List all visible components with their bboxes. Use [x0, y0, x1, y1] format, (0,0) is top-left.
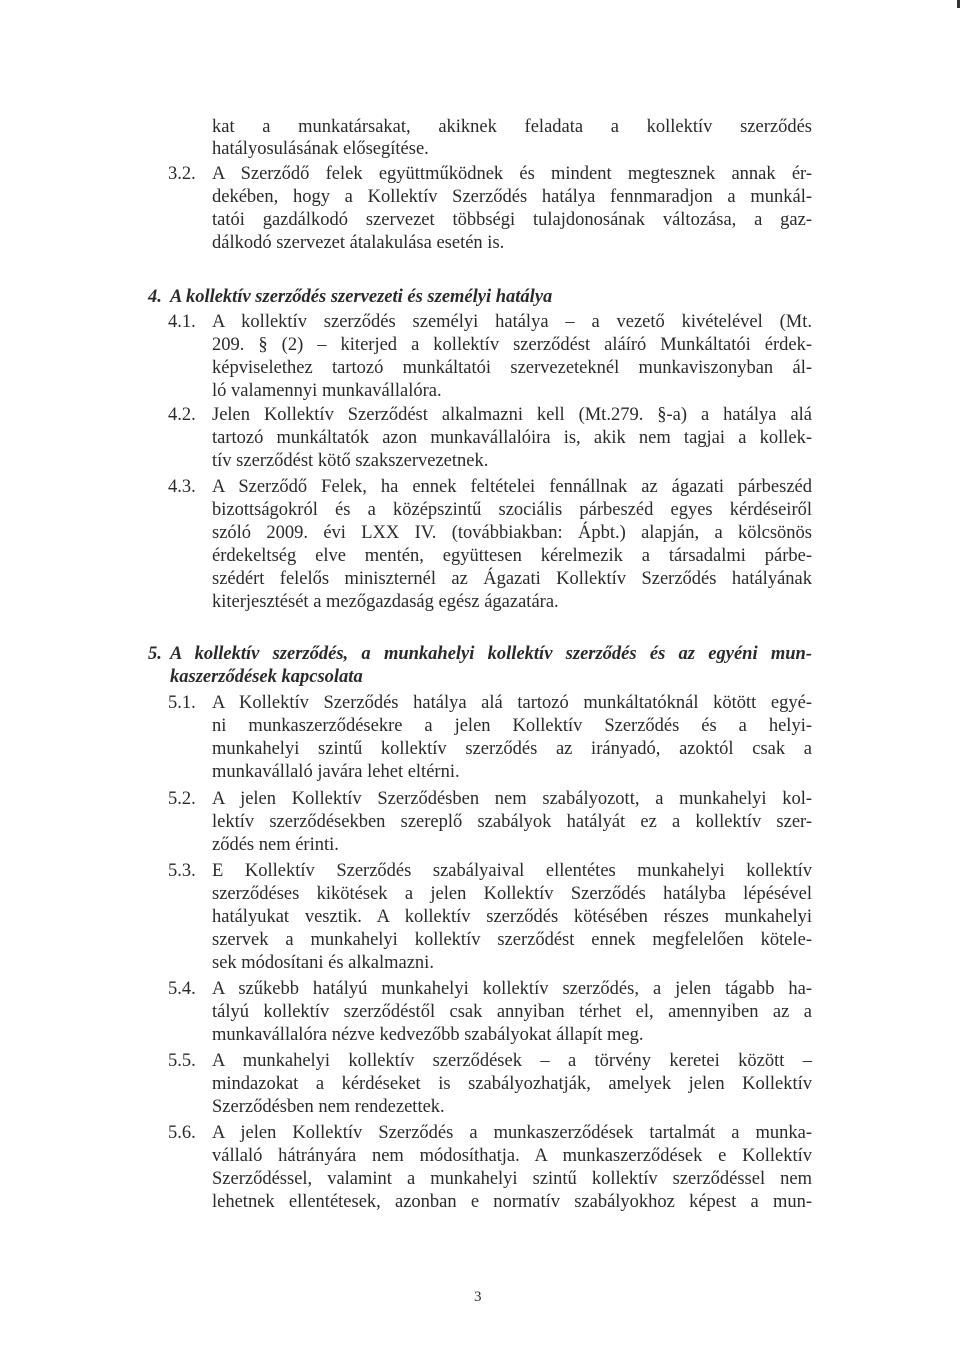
clause-5-3-line-3: hatályukat vesztik. A kollektív szerződés kötésében részes munkahelyi [212, 907, 812, 927]
clause-5-5-line-1: A munkahelyi kollektív szerződések – a törvény keretei között – [212, 1051, 812, 1071]
clause-5-3-number: 5.3. [168, 861, 196, 881]
clause-5-1-line-4: munkavállaló javára lehet eltérni. [212, 762, 460, 782]
clause-5-4-line-3: munkavállalóra nézve kedvezőbb szabályokat állapít meg. [212, 1025, 644, 1045]
clause-4-1-line-4: ló valamennyi munkavállalóra. [212, 381, 442, 401]
page-number: 3 [474, 1289, 482, 1305]
clause-5-4-line-2: tályú kollektív szerződéstől csak annyiban térhet el, amennyiben az a [212, 1002, 812, 1022]
clause-4-2-number: 4.2. [168, 405, 196, 425]
clause-5-2-number: 5.2. [168, 789, 196, 809]
clause-3-2-line-4: dálkodó szervezet átalakulása esetén is. [212, 233, 505, 253]
clause-5-4-number: 5.4. [168, 979, 196, 999]
clause-4-3-line-3: szóló 2009. évi LXX IV. (továbbiakban: Ápbt.) alapján, a kölcsönös [212, 523, 812, 543]
clause-4-3-number: 4.3. [168, 477, 196, 497]
clause-5-2-line-1: A jelen Kollektív Szerződésben nem szabályozott, a munkahelyi kol- [212, 789, 812, 809]
clause-5-3-line-5: sek módosítani és alkalmazni. [212, 953, 434, 973]
clause-5-6-line-2: vállaló hátrányára nem módosíthatja. A munkaszerződések e Kollektív [212, 1146, 812, 1166]
clause-5-3-line-4: szervek a munkahelyi kollektív szerződést ennek megfelelően kötele- [212, 930, 812, 950]
clause-4-2-line-2: tartozó munkáltatók azon munkavállalóira is, akik nem tagjai a kollek- [212, 428, 812, 448]
clause-3-2-line-1: A Szerződő felek együttműködnek és mindent megtesznek annak ér- [212, 164, 812, 184]
clause-5-6-number: 5.6. [168, 1123, 196, 1143]
clause-5-6-line-1: A jelen Kollektív Szerződés a munkaszerződések tartalmát a munka- [212, 1123, 812, 1143]
intro-line-2: hatályosulásának elősegítése. [212, 139, 429, 159]
section-5-title-line-2: kaszerződések kapcsolata [170, 667, 363, 687]
clause-4-3-line-6: kiterjesztését a mezőgazdaság egész ágazatára. [212, 592, 559, 612]
clause-4-1-line-2: 209. § (2) – kiterjed a kollektív szerződést aláíró Munkáltatói érdek- [212, 335, 812, 355]
clause-5-6-line-4: lehetnek ellentétesek, azonban e normatív szabályokhoz képest a mun- [212, 1192, 812, 1212]
clause-5-2-line-3: ződés nem érinti. [212, 835, 339, 855]
section-4-title: A kollektív szerződés szervezeti és személyi hatálya [170, 287, 553, 307]
clause-3-2-line-3: tatói gazdálkodó szervezet többségi tulajdonosának változása, a gaz- [212, 210, 812, 230]
section-5-number: 5. [148, 644, 162, 664]
intro-line-1: kat a munkatársakat, akiknek feladata a kollektív szerződés [212, 117, 812, 137]
clause-5-3-line-2: szerződéses kikötések a jelen Kollektív Szerződés hatályba lépésével [212, 884, 812, 904]
clause-4-1-number: 4.1. [168, 312, 196, 332]
clause-4-2-line-3: tív szerződést kötő szakszervezetnek. [212, 451, 489, 471]
section-4-number: 4. [148, 287, 162, 307]
clause-4-1-line-1: A kollektív szerződés személyi hatálya – a vezető kivételével (Mt. [212, 312, 812, 332]
clause-4-3-line-5: szédért felelős miniszternél az Ágazati Kollektív Szerződés hatályának [212, 569, 812, 589]
clause-5-3-line-1: E Kollektív Szerződés szabályaival ellentétes munkahelyi kollektív [212, 861, 812, 881]
section-5-title-line-1: A kollektív szerződés, a munkahelyi kollektív szerződés és az egyéni mun- [170, 644, 812, 664]
clause-5-1-line-1: A Kollektív Szerződés hatálya alá tartozó munkáltatóknál kötött egyé- [212, 693, 812, 713]
clause-4-2-line-1: Jelen Kollektív Szerződést alkalmazni kell (Mt.279. §-a) a hatálya alá [212, 405, 812, 425]
clause-4-3-line-4: érdekeltség elve mentén, együttesen kérelmezik a társadalmi párbe- [212, 546, 812, 566]
clause-4-1-line-3: képviselethez tartozó munkáltatói szervezeteknél munkaviszonyban ál- [212, 358, 812, 378]
clause-5-1-number: 5.1. [168, 693, 196, 713]
clause-4-3-line-2: bizottságokról és a középszintű szociális párbeszéd egyes kérdéseiről [212, 500, 812, 520]
clause-3-2-number: 3.2. [168, 164, 196, 184]
clause-5-5-line-2: mindazokat a kérdéseket is szabályozhatják, amelyek jelen Kollektív [212, 1074, 812, 1094]
clause-5-1-line-3: munkahelyi szintű kollektív szerződés az irányadó, azoktól csak a [212, 739, 812, 759]
clause-5-5-line-3: Szerződésben nem rendezettek. [212, 1097, 445, 1117]
clause-5-1-line-2: ni munkaszerződésekre a jelen Kollektív Szerződés és a helyi- [212, 716, 812, 736]
clause-5-5-number: 5.5. [168, 1051, 196, 1071]
clause-4-3-line-1: A Szerződő Felek, ha ennek feltételei fennállnak az ágazati párbeszéd [212, 477, 812, 497]
clause-5-2-line-2: lektív szerződésekben szereplő szabályok hatályát ez a kollektív szer- [212, 812, 812, 832]
clause-5-6-line-3: Szerződéssel, valamint a munkahelyi szintű kollektív szerződéssel nem [212, 1169, 812, 1189]
clause-3-2-line-2: dekében, hogy a Kollektív Szerződés hatálya fennmaradjon a munkál- [212, 187, 812, 207]
clause-5-4-line-1: A szűkebb hatályú munkahelyi kollektív szerződés, a jelen tágabb ha- [212, 979, 812, 999]
